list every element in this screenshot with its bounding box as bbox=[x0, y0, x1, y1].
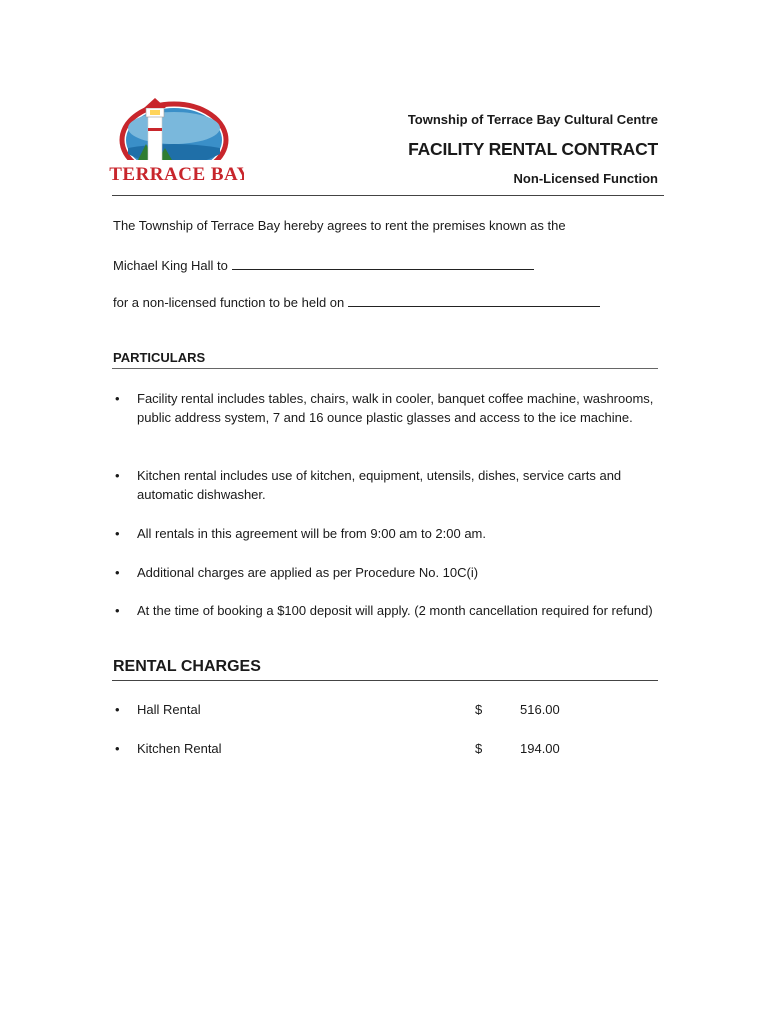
list-item bbox=[113, 524, 658, 543]
particular-text: All rentals in this agreement will be from 9:00 am to 2:00 am. bbox=[137, 526, 486, 541]
charge-amount: 194.00 bbox=[520, 741, 560, 756]
particulars-list bbox=[113, 563, 658, 582]
rental-charges-divider bbox=[112, 680, 658, 681]
agreement-line-3 bbox=[113, 293, 600, 310]
function-date-blank[interactable] bbox=[348, 293, 600, 307]
list-item bbox=[113, 563, 658, 582]
agreement-line-2 bbox=[113, 256, 534, 273]
particular-text: Facility rental includes tables, chairs, walk in cooler, banquet coffee machine, washrooms, public address system, 7 and 16 ounce plastic glasses and access to the ice machine. bbox=[137, 391, 654, 425]
bullet-icon: • bbox=[115, 468, 120, 483]
agreement-line-3-text: for a non-licensed function to be held on bbox=[113, 295, 345, 310]
bullet-icon: • bbox=[115, 565, 120, 580]
particular-text: At the time of booking a $100 deposit will apply. (2 month cancellation required for refund) bbox=[137, 603, 653, 618]
organization-name: Township of Terrace Bay Cultural Centre bbox=[407, 112, 658, 127]
list-item bbox=[113, 389, 658, 427]
particular-text: Kitchen rental includes use of kitchen, equipment, utensils, dishes, service carts and automatic dishwasher. bbox=[137, 468, 622, 502]
bullet-icon: • bbox=[115, 741, 120, 756]
particulars-list bbox=[113, 524, 658, 543]
charge-currency: $ bbox=[475, 702, 483, 717]
particulars-list bbox=[113, 389, 658, 427]
list-item bbox=[113, 601, 658, 620]
document-subtitle: Non-Licensed Function bbox=[513, 171, 658, 186]
charge-row-hall bbox=[113, 702, 658, 721]
list-item bbox=[113, 466, 658, 504]
agreement-line-2-text: Michael King Hall to bbox=[113, 258, 228, 273]
charge-row-kitchen bbox=[113, 741, 658, 760]
particulars-list bbox=[113, 466, 658, 504]
charge-amount: 516.00 bbox=[520, 702, 560, 717]
renter-name-blank[interactable] bbox=[232, 256, 534, 270]
agreement-line-1: The Township of Terrace Bay hereby agrees to rent the premises known as the bbox=[113, 218, 566, 233]
logo-text: TERRACE BAY bbox=[109, 164, 244, 185]
rental-charges-heading: RENTAL CHARGES bbox=[113, 658, 261, 675]
document-title: FACILITY RENTAL CONTRACT bbox=[408, 139, 658, 159]
bullet-icon: • bbox=[115, 702, 120, 717]
bullet-icon: • bbox=[115, 526, 120, 541]
charge-label: Hall Rental bbox=[137, 702, 201, 717]
charge-currency: $ bbox=[475, 741, 483, 756]
particular-text: Additional charges are applied as per Procedure No. 10C(i) bbox=[137, 565, 479, 580]
bullet-icon: • bbox=[115, 603, 120, 618]
terrace-bay-logo bbox=[108, 94, 244, 190]
particulars-divider bbox=[112, 368, 658, 369]
bullet-icon: • bbox=[115, 391, 120, 406]
particulars-heading: PARTICULARS bbox=[113, 350, 206, 365]
particulars-list bbox=[113, 601, 658, 620]
header-divider bbox=[112, 195, 664, 196]
charge-label: Kitchen Rental bbox=[137, 741, 222, 756]
